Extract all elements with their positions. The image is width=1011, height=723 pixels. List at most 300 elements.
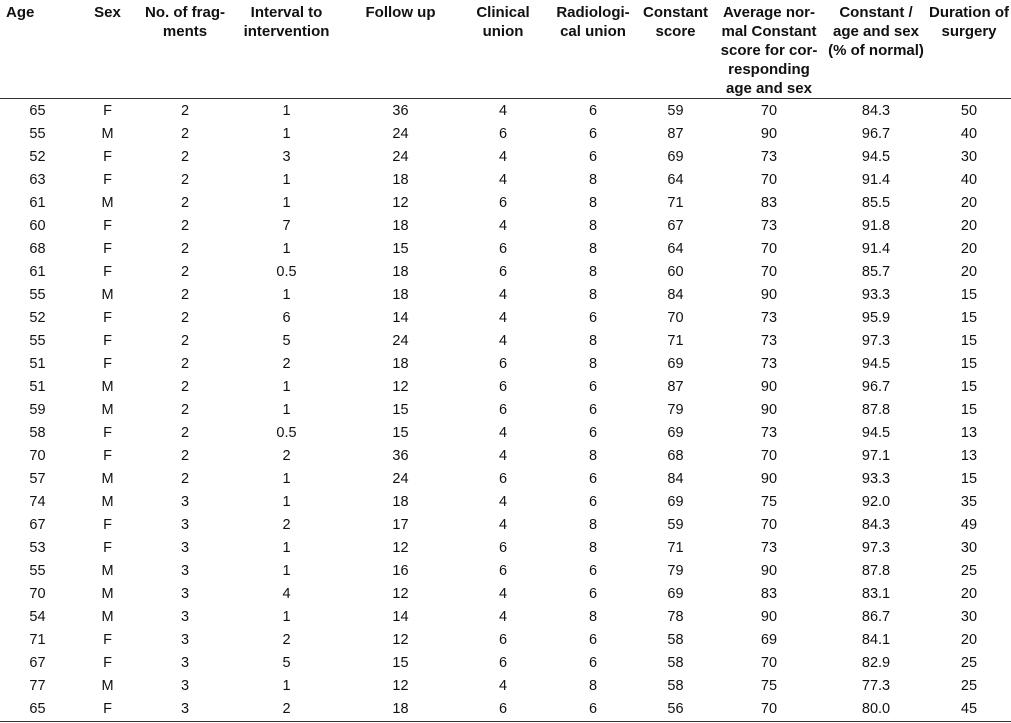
table-cell: 8 (588, 540, 598, 556)
table-cell: 52 (29, 149, 46, 165)
table-cell: 94.5 (861, 149, 891, 165)
table-cell: 1 (282, 172, 291, 188)
table-cell: 15 (392, 655, 409, 671)
table-cell: 75 (760, 678, 778, 694)
table-cell: 12 (392, 379, 409, 395)
table-cell: 20 (960, 241, 978, 257)
table-cell: 18 (392, 172, 409, 188)
table-cell: 2 (180, 448, 190, 464)
table-cell: 8 (588, 333, 598, 349)
table-cell: 6 (498, 195, 508, 211)
table-cell: 90 (760, 126, 778, 142)
table-cell: 67 (667, 218, 684, 234)
table-cell: 20 (960, 218, 978, 234)
table-row (0, 238, 1011, 261)
table-cell: 90 (760, 287, 778, 303)
table-cell: 86.7 (861, 609, 891, 625)
table-cell: 97.3 (861, 333, 891, 349)
table-cell: 4 (498, 149, 508, 165)
table-cell: 36 (392, 448, 409, 464)
table-cell: 15 (960, 310, 978, 326)
table-cell: 45 (927, 698, 1011, 722)
table-cell: F (103, 103, 112, 119)
table-cell: 3 (180, 563, 190, 579)
table-cell: 36 (392, 103, 409, 119)
table-cell: 2 (180, 172, 190, 188)
table-cell: F (103, 218, 112, 234)
table-cell: 4 (498, 609, 508, 625)
table-cell: 6 (588, 425, 598, 441)
table-cell: 6 (548, 698, 638, 722)
table-cell: 2 (282, 356, 291, 372)
table-row (0, 468, 1011, 491)
table-cell: F (103, 264, 112, 280)
table-row (0, 330, 1011, 353)
table-cell: 56 (638, 698, 713, 722)
table-cell: 97.1 (861, 448, 891, 464)
table-cell: 50 (960, 103, 978, 119)
table-cell: 94.5 (861, 356, 891, 372)
table-cell: 40 (960, 172, 978, 188)
table-cell: 91.8 (861, 218, 891, 234)
table-cell: 58 (667, 678, 684, 694)
table-cell: 8 (588, 448, 598, 464)
table-cell: 18 (392, 264, 409, 280)
table-cell: 2 (180, 287, 190, 303)
table-cell: 6 (498, 241, 508, 257)
table-cell: 4 (498, 218, 508, 234)
table-cell: 67 (29, 517, 46, 533)
table-cell: 8 (588, 678, 598, 694)
table-cell: 8 (588, 241, 598, 257)
table-cell: 83 (760, 586, 778, 602)
table-cell: 5 (282, 655, 291, 671)
table-cell: 58 (29, 425, 46, 441)
table-cell: 6 (498, 264, 508, 280)
table-cell: M (101, 494, 114, 510)
table-cell: M (101, 586, 114, 602)
table-cell: 0.5 (276, 264, 297, 280)
table-header (0, 0, 1011, 99)
table-cell: 6 (458, 698, 548, 722)
table-cell: 8 (588, 264, 598, 280)
table-row (0, 514, 1011, 537)
table-cell: M (101, 471, 114, 487)
table-cell: 1 (282, 103, 291, 119)
table-cell: 6 (588, 494, 598, 510)
table-cell: F (103, 540, 112, 556)
table-cell: 15 (960, 356, 978, 372)
table-cell: 83 (760, 195, 778, 211)
table-cell: 12 (392, 632, 409, 648)
table-cell: F (103, 655, 112, 671)
table-cell: 2 (282, 517, 291, 533)
table-cell: 1 (282, 540, 291, 556)
table-cell: 20 (960, 264, 978, 280)
table-cell: 69 (667, 425, 684, 441)
table-cell: 73 (760, 333, 778, 349)
table-cell: 3 (180, 609, 190, 625)
table-cell: 70 (760, 264, 778, 280)
table-cell: 61 (29, 195, 46, 211)
table-cell: 25 (960, 655, 978, 671)
table-cell: 6 (588, 563, 598, 579)
column-header: Constant / age and sex (% of normal) (825, 0, 927, 99)
table-cell: 20 (960, 195, 978, 211)
table-cell: 95.9 (861, 310, 891, 326)
table-cell: 20 (960, 632, 978, 648)
table-cell: 12 (392, 586, 409, 602)
table-cell: 24 (392, 333, 409, 349)
table-cell: F (103, 448, 112, 464)
table-row (0, 422, 1011, 445)
table-cell: 69 (667, 356, 684, 372)
table-cell: 4 (498, 333, 508, 349)
table-cell: 6 (588, 655, 598, 671)
table-cell: 18 (343, 698, 458, 722)
table-cell: 70 (29, 586, 46, 602)
table-row (0, 192, 1011, 215)
table-cell: 8 (588, 172, 598, 188)
column-header: Constant score (638, 0, 713, 99)
table-cell: 30 (960, 149, 978, 165)
table-cell: 70 (760, 517, 778, 533)
table-cell: 4 (498, 310, 508, 326)
table-cell: 12 (392, 195, 409, 211)
table-row (0, 629, 1011, 652)
table-cell: 6 (588, 586, 598, 602)
table-cell: 18 (392, 287, 409, 303)
table-cell: 30 (960, 540, 978, 556)
table-cell: 30 (960, 609, 978, 625)
table-cell: 97.3 (861, 540, 891, 556)
table-cell: 83.1 (861, 586, 891, 602)
table-cell: 6 (498, 655, 508, 671)
table-cell: 6 (588, 149, 598, 165)
table-cell: 70 (760, 172, 778, 188)
table-cell: 59 (667, 103, 684, 119)
table-row (0, 537, 1011, 560)
table-cell: 2 (282, 448, 291, 464)
table-cell: 6 (498, 356, 508, 372)
table-cell: 87 (667, 126, 684, 142)
column-header: No. of frag- ments (140, 0, 230, 99)
table-row (0, 675, 1011, 698)
table-cell: 3 (282, 149, 291, 165)
table-cell: 77 (29, 678, 46, 694)
table-cell: 40 (960, 126, 978, 142)
table-cell: 77.3 (861, 678, 891, 694)
table-cell: 51 (29, 379, 46, 395)
table-cell: F (103, 356, 112, 372)
table-cell: 8 (588, 195, 598, 211)
table-cell: 90 (760, 609, 778, 625)
table-cell: 87 (667, 379, 684, 395)
table-cell: 67 (29, 655, 46, 671)
table-cell: 12 (392, 540, 409, 556)
table-cell: F (103, 310, 112, 326)
table-cell: 2 (180, 379, 190, 395)
table-cell: 6 (498, 402, 508, 418)
table-cell: 69 (667, 494, 684, 510)
column-header: Follow up (343, 0, 458, 99)
table-cell: 3 (180, 586, 190, 602)
table-cell: M (101, 563, 114, 579)
table-cell: 53 (29, 540, 46, 556)
table-cell: 20 (960, 586, 978, 602)
table-cell: 6 (498, 126, 508, 142)
table-cell: 5 (282, 333, 291, 349)
table-cell: 65 (0, 698, 75, 722)
table-cell: 1 (282, 126, 291, 142)
table-cell: 96.7 (861, 379, 891, 395)
table-cell: F (103, 172, 112, 188)
table-cell: 90 (760, 563, 778, 579)
table-cell: F (103, 241, 112, 257)
table-row (0, 583, 1011, 606)
table-cell: 4 (498, 287, 508, 303)
table-cell: 24 (392, 126, 409, 142)
table-cell: 82.9 (861, 655, 891, 671)
table-cell: 4 (498, 678, 508, 694)
table-cell: 93.3 (861, 287, 891, 303)
table-cell: 68 (667, 448, 684, 464)
table-cell: 6 (588, 126, 598, 142)
table-cell: 1 (282, 609, 291, 625)
table-cell: 60 (29, 218, 46, 234)
table-cell: 70 (713, 698, 825, 722)
table-cell: 6 (588, 402, 598, 418)
table-row (0, 376, 1011, 399)
table-cell: 1 (282, 379, 291, 395)
table-cell: 68 (29, 241, 46, 257)
table-cell: 6 (498, 379, 508, 395)
table-cell: 79 (667, 563, 684, 579)
table-cell: 4 (498, 172, 508, 188)
table-cell: 18 (392, 218, 409, 234)
table-cell: 25 (960, 563, 978, 579)
table-cell: 13 (960, 448, 978, 464)
table-cell: 52 (29, 310, 46, 326)
table-cell: M (101, 287, 114, 303)
table-cell: 84 (667, 287, 684, 303)
table-cell: 73 (760, 310, 778, 326)
table-cell: 6 (588, 103, 598, 119)
table-cell: 91.4 (861, 241, 891, 257)
table-cell: 6 (588, 632, 598, 648)
table-cell: 7 (282, 218, 291, 234)
table-cell: 84.3 (861, 103, 891, 119)
table-cell: 2 (180, 471, 190, 487)
table-cell: 12 (392, 678, 409, 694)
table-cell: 70 (29, 448, 46, 464)
table-cell: 69 (667, 149, 684, 165)
table-cell: 84.3 (861, 517, 891, 533)
table-cell: 70 (760, 655, 778, 671)
table-cell: 4 (282, 586, 291, 602)
table-cell: 1 (282, 287, 291, 303)
table-cell: 2 (180, 149, 190, 165)
table-row (0, 652, 1011, 675)
table-cell: 6 (588, 471, 598, 487)
table-cell: 58 (667, 632, 684, 648)
table-cell: 14 (392, 609, 409, 625)
table-cell: 63 (29, 172, 46, 188)
column-header: Sex (75, 0, 140, 99)
table-cell: 59 (29, 402, 46, 418)
table-cell: 59 (667, 517, 684, 533)
table-cell: 73 (760, 540, 778, 556)
table-cell: 55 (29, 333, 46, 349)
table-cell: 3 (140, 698, 230, 722)
table-cell: F (103, 333, 112, 349)
table-cell: 18 (392, 494, 409, 510)
table-cell: 90 (760, 379, 778, 395)
table-row (0, 698, 1011, 722)
table-cell: 1 (282, 563, 291, 579)
table-cell: M (101, 678, 114, 694)
table-cell: 6 (588, 379, 598, 395)
table-cell: 60 (667, 264, 684, 280)
table-cell: 80.0 (825, 698, 927, 722)
table-cell: 6 (498, 632, 508, 648)
table-cell: 61 (29, 264, 46, 280)
table-cell: 15 (392, 425, 409, 441)
table-row (0, 284, 1011, 307)
table-cell: 64 (667, 241, 684, 257)
table-cell: 1 (282, 494, 291, 510)
table-cell: F (75, 698, 140, 722)
table-cell: 4 (498, 586, 508, 602)
table-cell: 78 (667, 609, 684, 625)
table-cell: 84.1 (861, 632, 891, 648)
table-cell: 24 (392, 471, 409, 487)
table-cell: 6 (498, 471, 508, 487)
table-cell: 8 (588, 609, 598, 625)
column-header: Duration of surgery (927, 0, 1011, 99)
table-cell: 6 (588, 310, 598, 326)
table-cell: 13 (960, 425, 978, 441)
table-cell: 6 (282, 310, 291, 326)
table-cell: 49 (960, 517, 978, 533)
table-cell: 24 (392, 149, 409, 165)
table-row (0, 169, 1011, 192)
table-cell: 85.5 (861, 195, 891, 211)
table-cell: 4 (498, 517, 508, 533)
table-cell: 74 (29, 494, 46, 510)
table-cell: 2 (180, 103, 190, 119)
table-row (0, 99, 1011, 124)
table-cell: 4 (498, 103, 508, 119)
table-cell: 1 (282, 678, 291, 694)
table-cell: 15 (960, 402, 978, 418)
table-cell: 15 (960, 287, 978, 303)
table-cell: 69 (760, 632, 778, 648)
table-cell: 70 (760, 448, 778, 464)
table-cell: 3 (180, 655, 190, 671)
table-cell: 2 (180, 425, 190, 441)
table-cell: 85.7 (861, 264, 891, 280)
table-cell: M (101, 379, 114, 395)
table-cell: 14 (392, 310, 409, 326)
table-cell: 18 (392, 356, 409, 372)
table-cell: 69 (667, 586, 684, 602)
table-body (0, 99, 1011, 722)
table-cell: 1 (282, 241, 291, 257)
table-cell: 70 (760, 241, 778, 257)
table-cell: 0.5 (276, 425, 297, 441)
table-cell: 1 (282, 195, 291, 211)
table-cell: 35 (960, 494, 978, 510)
table-cell: 6 (498, 563, 508, 579)
table-cell: 73 (760, 425, 778, 441)
table-cell: 2 (180, 195, 190, 211)
table-cell: F (103, 517, 112, 533)
table-cell: 3 (180, 632, 190, 648)
table-cell: 94.5 (861, 425, 891, 441)
table-cell: 91.4 (861, 172, 891, 188)
table-cell: 2 (180, 126, 190, 142)
table-cell: 71 (29, 632, 46, 648)
table-cell: 3 (180, 517, 190, 533)
table-cell: M (101, 402, 114, 418)
table-cell: 70 (760, 103, 778, 119)
table-cell: 8 (588, 517, 598, 533)
table-cell: 8 (588, 356, 598, 372)
table-row (0, 261, 1011, 284)
table-row (0, 215, 1011, 238)
table-cell: 15 (392, 402, 409, 418)
table-cell: F (103, 425, 112, 441)
table-cell: 3 (180, 494, 190, 510)
table-row (0, 123, 1011, 146)
table-cell: 4 (498, 425, 508, 441)
table-cell: 17 (392, 517, 409, 533)
table-cell: 87.8 (861, 402, 891, 418)
table-cell: 15 (960, 333, 978, 349)
table-cell: 93.3 (861, 471, 891, 487)
table-cell: 16 (392, 563, 409, 579)
table-cell: 96.7 (861, 126, 891, 142)
table-cell: 58 (667, 655, 684, 671)
column-header: Clinical union (458, 0, 548, 99)
table-cell: 75 (760, 494, 778, 510)
table-cell: 90 (760, 471, 778, 487)
table-cell: 55 (29, 563, 46, 579)
table-cell: 71 (667, 540, 684, 556)
table-cell: 1 (282, 402, 291, 418)
table-cell: 2 (180, 402, 190, 418)
table-cell: 25 (960, 678, 978, 694)
table-cell: 71 (667, 195, 684, 211)
column-header: Radiologi- cal union (548, 0, 638, 99)
table-cell: 2 (230, 698, 343, 722)
table-cell: 54 (29, 609, 46, 625)
table-row (0, 491, 1011, 514)
table-cell: 92.0 (861, 494, 891, 510)
table-cell: 4 (498, 494, 508, 510)
table-cell: 87.8 (861, 563, 891, 579)
table-row (0, 606, 1011, 629)
table-cell: 64 (667, 172, 684, 188)
table-cell: 3 (180, 540, 190, 556)
table-row (0, 399, 1011, 422)
table-cell: M (101, 609, 114, 625)
table-row (0, 560, 1011, 583)
table-row (0, 307, 1011, 330)
table-cell: 57 (29, 471, 46, 487)
table-cell: 2 (180, 264, 190, 280)
